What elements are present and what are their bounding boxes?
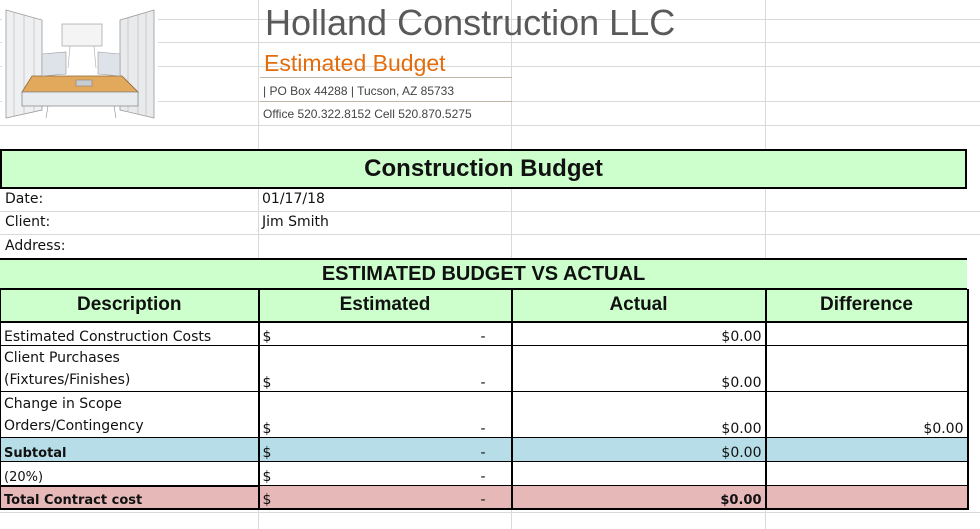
row-description[interactable]: Total Contract cost — [1, 486, 259, 509]
row-actual[interactable]: $0.00 — [512, 392, 766, 438]
row-description[interactable]: Subtotal — [1, 438, 259, 462]
date-label: Date: — [5, 191, 44, 207]
budget-vs-actual-title[interactable]: ESTIMATED BUDGET VS ACTUAL — [0, 258, 967, 289]
row-actual[interactable] — [512, 462, 766, 486]
subtotal-row — [1, 438, 968, 462]
row-difference[interactable]: $0.00 — [766, 392, 968, 438]
header-difference[interactable]: Difference — [766, 290, 968, 322]
estimated-value: - — [480, 421, 486, 437]
currency-symbol: $ — [262, 375, 272, 391]
row-description[interactable]: (20%) — [1, 462, 259, 486]
budget-table — [0, 289, 969, 510]
table-row — [1, 346, 968, 392]
currency-symbol: $ — [262, 445, 272, 461]
table-header-row — [1, 290, 968, 322]
row-estimated[interactable] — [259, 392, 512, 438]
company-phones: Office 520.322.8152 Cell 520.870.5275 — [263, 107, 472, 121]
construction-budget-title[interactable]: Construction Budget — [0, 149, 967, 189]
divider — [260, 101, 512, 102]
percentage-row — [1, 462, 968, 486]
estimated-value: - — [480, 469, 486, 485]
description-line: Change in Scope — [4, 396, 122, 412]
row-difference[interactable] — [766, 462, 968, 486]
row-actual[interactable]: $0.00 — [512, 486, 766, 509]
client-value-cell[interactable]: Jim Smith — [262, 214, 329, 230]
table-row — [1, 322, 968, 346]
row-estimated[interactable] — [259, 486, 512, 509]
divider — [260, 77, 512, 78]
description-line: Orders/Contingency — [4, 418, 144, 434]
gridline — [0, 234, 980, 235]
company-name: Holland Construction LLC — [265, 2, 676, 43]
header-description[interactable]: Description — [1, 290, 259, 322]
estimated-value: - — [480, 491, 486, 508]
row-difference[interactable] — [766, 322, 968, 346]
header-estimated[interactable]: Estimated — [259, 290, 512, 322]
row-difference[interactable] — [766, 486, 968, 509]
gridline — [0, 211, 980, 212]
document-subtitle: Estimated Budget — [264, 50, 446, 76]
row-description[interactable] — [1, 346, 259, 392]
total-row — [1, 486, 968, 509]
currency-symbol: $ — [262, 469, 272, 485]
table-row — [1, 392, 968, 438]
row-estimated[interactable] — [259, 462, 512, 486]
row-description[interactable]: Estimated Construction Costs — [1, 322, 259, 346]
description-line: Client Purchases — [4, 350, 120, 366]
estimated-value: - — [480, 375, 486, 391]
row-actual[interactable]: $0.00 — [512, 346, 766, 392]
estimated-value: - — [480, 329, 486, 345]
row-estimated[interactable] — [259, 346, 512, 392]
header-actual[interactable]: Actual — [512, 290, 766, 322]
currency-symbol: $ — [262, 421, 272, 437]
date-value-cell[interactable]: 01/17/18 — [262, 191, 325, 207]
company-address: | PO Box 44288 | Tucson, AZ 85733 — [263, 84, 455, 98]
currency-symbol: $ — [262, 329, 272, 345]
row-description[interactable] — [1, 392, 259, 438]
row-difference[interactable] — [766, 346, 968, 392]
gridline — [0, 512, 980, 513]
row-actual[interactable]: $0.00 — [512, 438, 766, 462]
estimated-value: - — [480, 445, 486, 461]
description-line: (Fixtures/Finishes) — [4, 372, 131, 388]
row-estimated[interactable] — [259, 322, 512, 346]
row-actual[interactable]: $0.00 — [512, 322, 766, 346]
gridline — [0, 125, 980, 126]
client-label: Client: — [5, 214, 51, 230]
row-difference[interactable] — [766, 438, 968, 462]
kitchen-sketch-image — [2, 6, 158, 120]
currency-symbol: $ — [262, 491, 272, 508]
address-label: Address: — [5, 238, 66, 254]
row-estimated[interactable] — [259, 438, 512, 462]
